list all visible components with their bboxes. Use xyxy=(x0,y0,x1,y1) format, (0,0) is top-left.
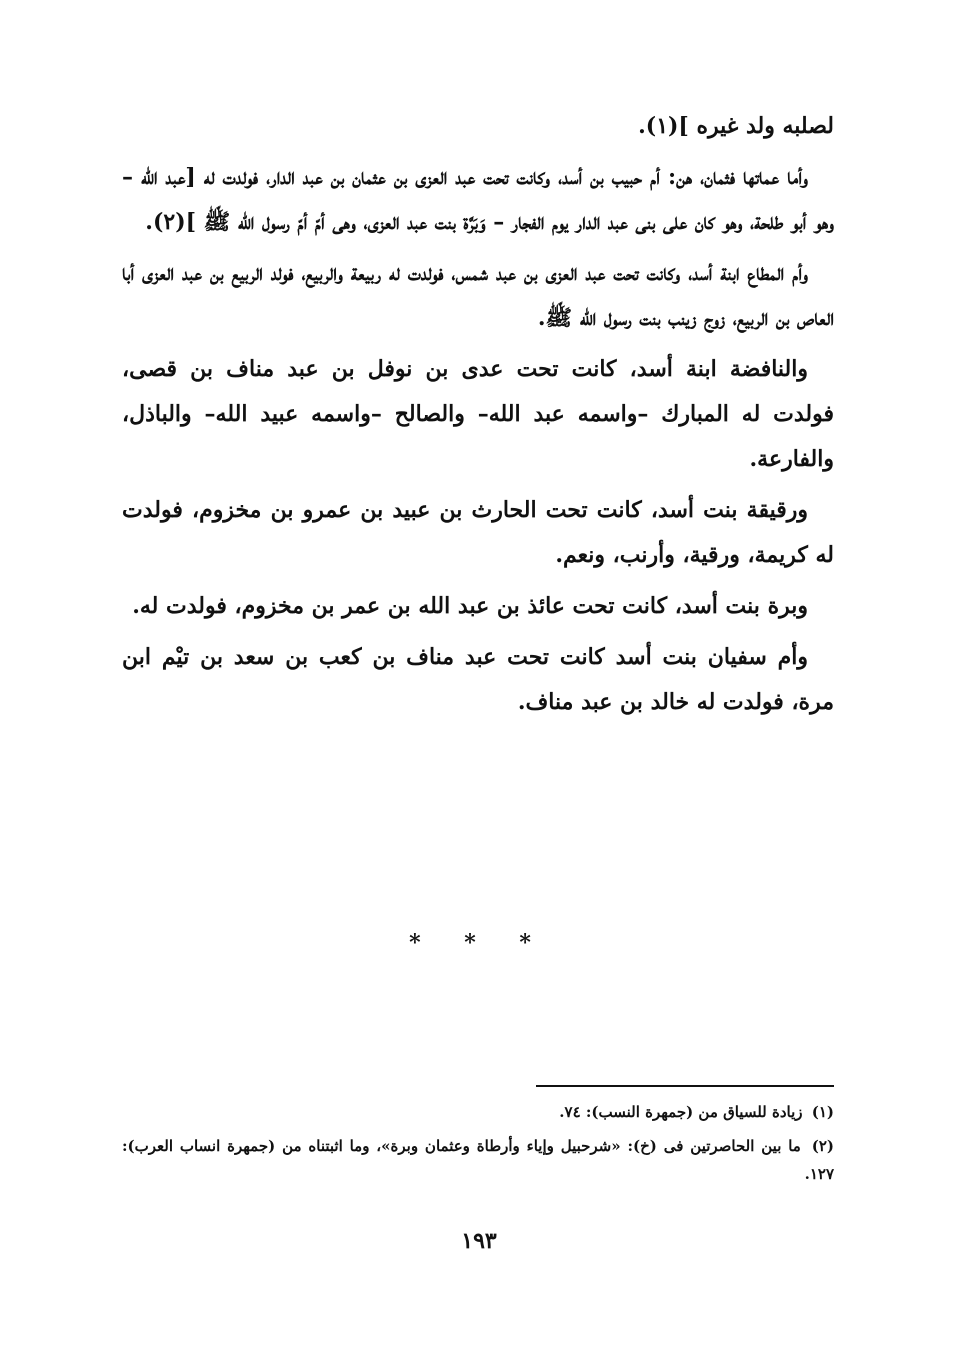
paragraph-1: لصلبه ولد غيره ](١). xyxy=(638,113,834,139)
paragraph-2: وأما عماتها فثمان، هن: أم حبيب بن أسد، وكانت تحت عبد العزى بن عثمان بن عبد الدار، فولدت له [عبد الله – وهو أبو طلحة، وهو كان على بنى عبد الدار يوم الفجار – وَبَرَّة بنت عبد العزى، وهى أمّ أمّ رسول الله ﷺ ](٢). xyxy=(122,164,834,235)
paragraph-6: وبرة بنت أسد، كانت تحت عائذ بن عبد الله بن عمر بن مخزوم، فولدت له. xyxy=(132,593,808,619)
paragraph-5: ورقيقة بنت أسد، كانت تحت الحارث بن عبيد بن عمرو بن مخزوم، فولدت له كريمة، ورقية، وأرنب، ونعم. xyxy=(122,497,834,568)
footnote-2 xyxy=(122,1132,834,1188)
footnote-number: (٢) xyxy=(811,1137,834,1155)
footnote-divider xyxy=(536,1085,834,1087)
footnote-1 xyxy=(122,1098,834,1126)
paragraph-4: والنافضة ابنة أسد، كانت تحت عدى بن نوفل بن عبد مناف بن قصى، فولدت له المبارك –واسمه عبد الله– والصالح –واسمه عبيد الله– والباذل، والفارعة. xyxy=(122,356,834,472)
footnotes xyxy=(122,1098,834,1194)
section-separator: * * * xyxy=(409,930,549,956)
footnote-number: (١) xyxy=(811,1103,834,1121)
footnote-text: ما بين الحاصرتين فى (خ): «شرحبيل وإياء وأرطاة وعثمان وبرة»، وما اثبتناه من (جمهرة انساب العرب): ١٢٧. xyxy=(122,1137,834,1183)
footnote-text: زيادة للسياق من (جمهرة النسب): ٧٤. xyxy=(559,1103,803,1121)
paragraph-3: وأم المطاع ابنة أسد، وكانت تحت عبد العزى بن عبد شمس، فولدت له ربيعة والربيع، فولد الربيع بن عبد العزى أبا العاص بن الربيع، زوج زينب بنت رسول الله ﷺ. xyxy=(122,260,834,331)
page-number: ١٩٣ xyxy=(461,1228,497,1254)
main-text xyxy=(122,104,834,731)
paragraph-7: وأم سفيان بنت أسد كانت تحت عبد مناف بن كعب بن سعد بن تيْم ابن مرة، فولدت له خالد بن عبد مناف. xyxy=(122,644,834,715)
